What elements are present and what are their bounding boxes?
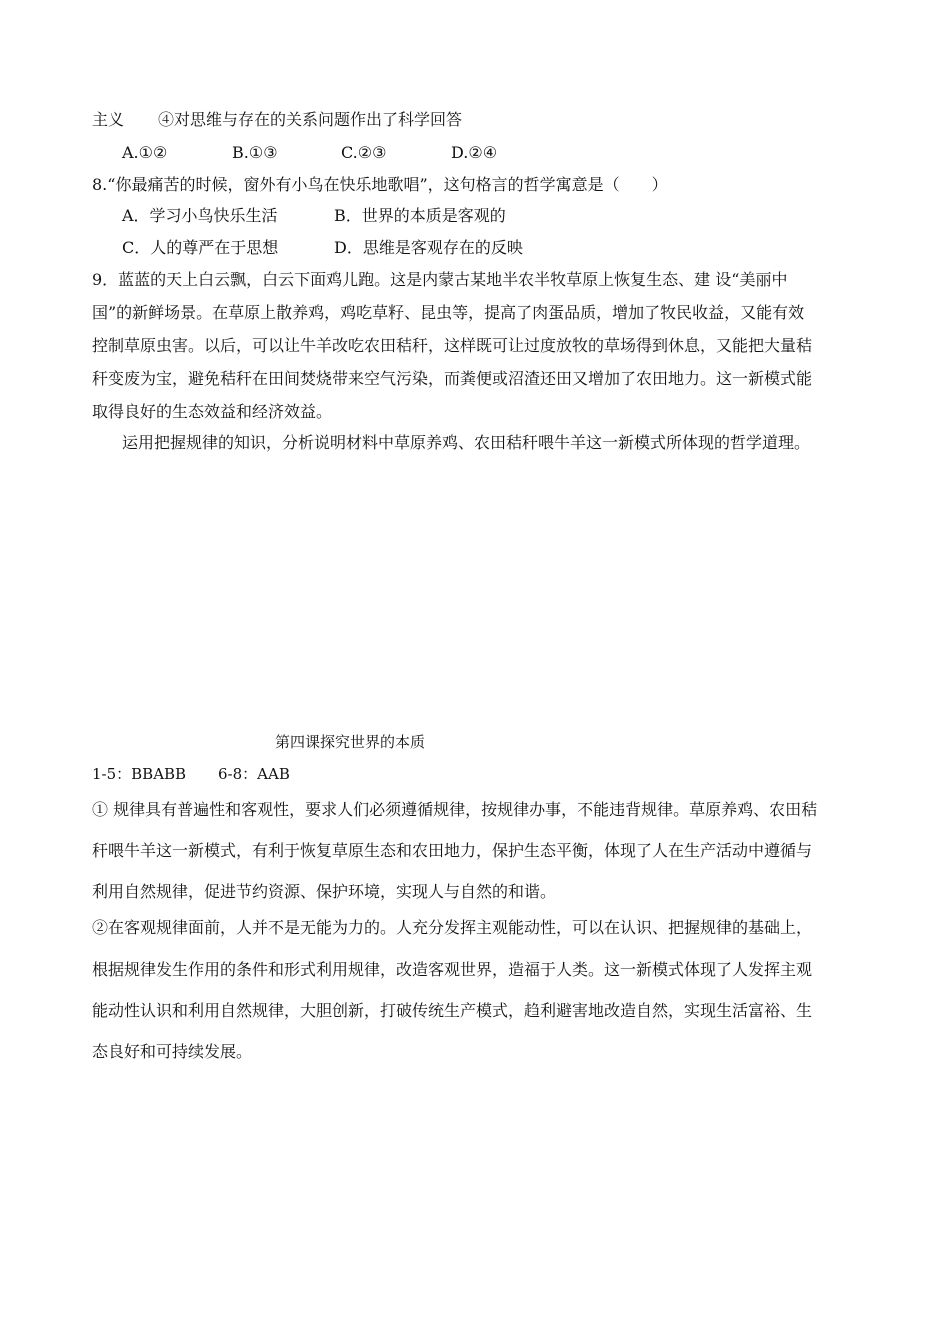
q9-material-line: 国”的新鲜场景。在草原上散养鸡，鸡吃草籽、昆虫等，提高了肉蛋品质，增加了牧民收益，又能有效 <box>92 303 805 322</box>
answer-paragraph-1-line: 利用自然规律，促进节约资源、保护环境，实现人与自然的和谐。 <box>92 882 557 901</box>
q9-material-line: 控制草原虫害。以后，可以让牛羊改吃农田秸秆，这样既可让过度放牧的草场得到休息，又能把大量秸 <box>92 336 813 355</box>
q9-material-line: 9．蓝蓝的天上白云飘，白云下面鸡儿跑。这是内蒙古某地半农半牧草原上恢复生态、建 设“美丽中 <box>92 270 788 289</box>
answer-paragraph-2-line: 态良好和可持续发展。 <box>92 1042 253 1061</box>
q8-stem: 8.“你最痛苦的时候，窗外有小鸟在快乐地歌唱”，这句格言的哲学寓意是（ ） <box>92 175 668 194</box>
q8-option-d: D．思维是客观存在的反映 <box>334 238 523 257</box>
q9-question: 运用把握规律的知识，分析说明材料中草原养鸡、农田秸秆喂牛羊这一新模式所体现的哲学道理。 <box>122 433 811 452</box>
q9-material-line: 秆变废为宝，避免秸秆在田间焚烧带来空气污染，而粪便或沼渣还田又增加了农田地力。这一新模式能 <box>92 369 813 388</box>
q7-option-b: B.①③ <box>232 143 278 162</box>
answer-paragraph-1-line: ① 规律具有普遍性和客观性，要求人们必须遵循规律，按规律办事，不能违背规律。草原养鸡、农田秸 <box>92 800 818 819</box>
answer-key-6-8: 6-8：AAB <box>218 765 290 783</box>
q8-option-b: B．世界的本质是客观的 <box>334 206 506 225</box>
answer-paragraph-2-line: ②在客观规律面前，人并不是无能为力的。人充分发挥主观能动性，可以在认识、把握规律的基础上， <box>92 918 813 937</box>
q9-material-line: 取得良好的生态效益和经济效益。 <box>92 402 333 421</box>
q8-option-c: C．人的尊严在于思想 <box>122 238 279 257</box>
answer-paragraph-2-line: 能动性认识和利用自然规律，大胆创新，打破传统生产模式，趋利避害地改造自然，实现生活富裕、生 <box>92 1001 813 1020</box>
q7-option-c: C.②③ <box>341 143 387 162</box>
answer-paragraph-1-line: 秆喂牛羊这一新模式，有利于恢复草原生态和农田地力，保护生态平衡，体现了人在生产活动中遵循与 <box>92 841 813 860</box>
answer-paragraph-2-line: 根据规律发生作用的条件和形式利用规律，改造客观世界，造福于人类。这一新模式体现了人发挥主观 <box>92 960 813 979</box>
q7-option4-text: ④对思维与存在的关系问题作出了科学回答 <box>158 110 463 129</box>
q7-option-d: D.②④ <box>451 143 498 162</box>
q7-option-a: A.①② <box>122 143 168 162</box>
q7-line1-prefix: 主义 <box>92 110 125 129</box>
answers-title: 第四课探究世界的本质 <box>275 733 426 751</box>
q8-option-a: A．学习小鸟快乐生活 <box>122 206 278 225</box>
answer-key-1-5: 1-5：BBABB <box>92 765 187 783</box>
